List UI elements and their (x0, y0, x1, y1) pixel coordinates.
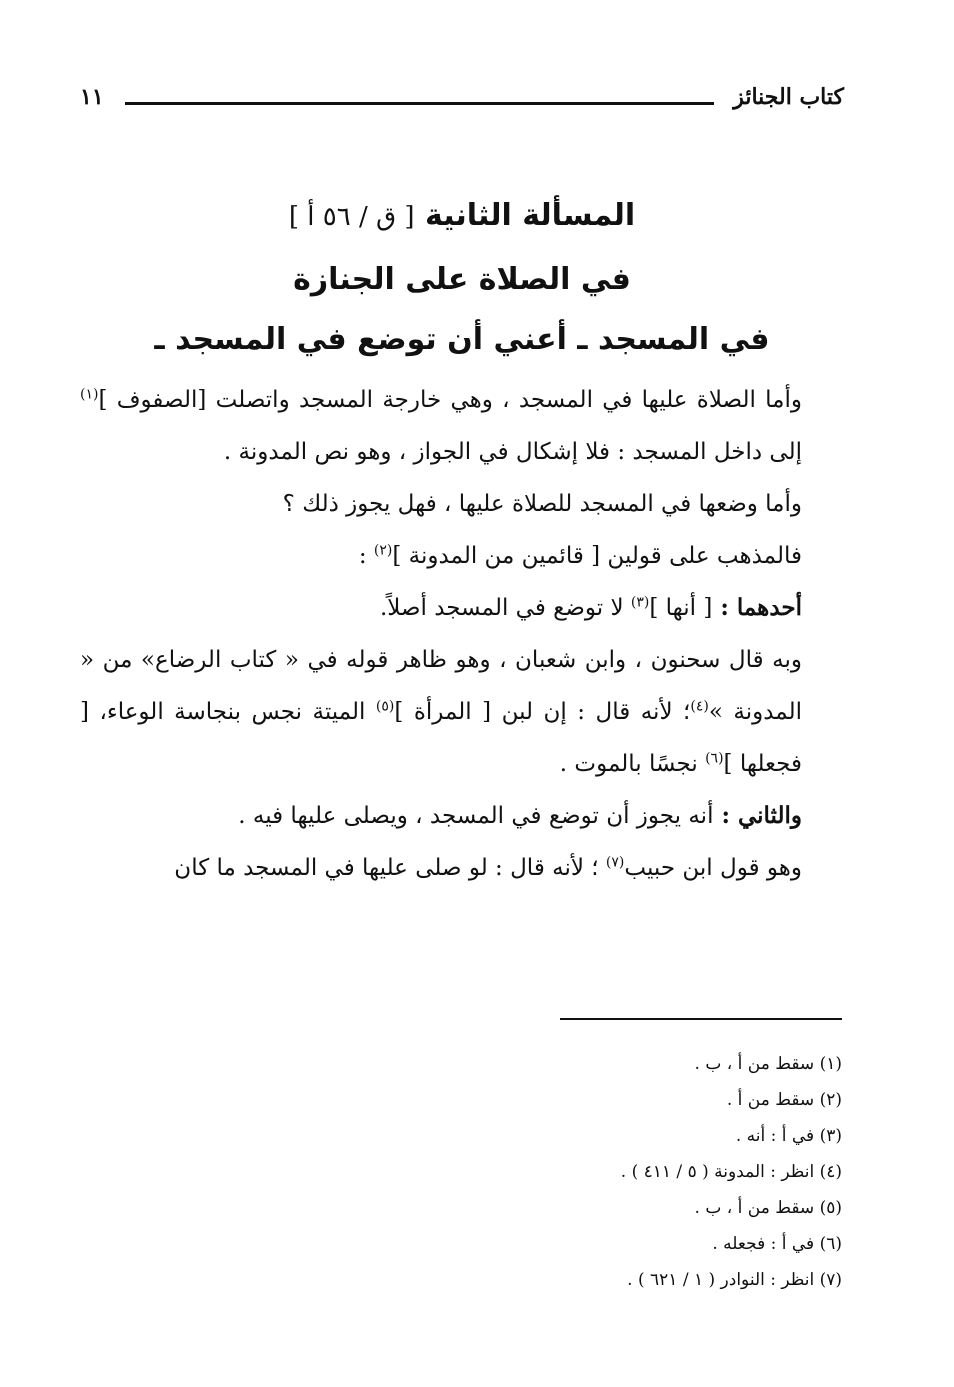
page-number: ١١ (80, 84, 104, 110)
paragraph-label: أحدهما : (712, 594, 802, 621)
footnote-6: (٦) في أ : فجعله . (712, 1234, 842, 1254)
text-run: ؛ لأنه قال : لو صلى عليها في المسجد ما كان (174, 855, 606, 881)
footnote-4: (٤) انظر : المدونة ( ٥ / ٤١١ ) . (620, 1162, 842, 1182)
footnote-7: (٧) انظر : النوادر ( ١ / ٦٢١ ) . (627, 1270, 842, 1290)
text-run: ؛ لأنه قال : إن لبن [ المرأة ] (394, 699, 691, 725)
text-run: نجسًا بالموت . (559, 751, 706, 777)
section-heading-line3: في المسجد ـ أعني أن توضع في المسجد ـ (154, 322, 770, 357)
paragraph-7 (80, 842, 844, 894)
text-run: : (358, 543, 374, 569)
section-title: المسألة الثانية (425, 198, 636, 233)
text-run: أنه يجوز أن توضع في المسجد ، ويصلى عليها فيه . (238, 803, 714, 829)
paragraph-5 (80, 634, 844, 790)
footnote-1: (١) سقط من أ ، ب . (694, 1054, 842, 1074)
text-run: وهو قول ابن حبيب (624, 855, 802, 881)
text-run: وأما الصلاة عليها في المسجد ، وهي خارجة المسجد واتصلت [الصفوف ] (98, 387, 802, 413)
text-run: [ أنها ] (649, 595, 713, 621)
footnote-ref-7: (٧) (605, 854, 625, 871)
text-run: فالمذهب على قولين [ قائمين من المدونة ] (392, 543, 802, 569)
footnote-ref-6: (٦) (705, 750, 724, 767)
footnote-2: (٢) سقط من أ . (726, 1090, 842, 1110)
footnote-5: (٥) سقط من أ ، ب . (694, 1198, 842, 1218)
paragraph-6 (80, 790, 844, 842)
section-heading-line2: في الصلاة على الجنازة (293, 262, 631, 297)
text-run: الميتة نجس بنجاسة الوعاء، [ فجعلها ] (80, 699, 802, 777)
footnote-separator (560, 1018, 842, 1020)
paragraph-label: والثاني : (713, 802, 802, 829)
footnote-ref-4: (٤) (690, 698, 709, 715)
paragraph-3 (80, 530, 844, 582)
footnotes (80, 1046, 842, 1298)
running-header-title: كتاب الجنائز (733, 84, 844, 110)
manuscript-reference: [ ق / ٥٦ أ ] (288, 202, 415, 232)
paragraph-4 (80, 582, 844, 634)
section-heading-line1 (80, 198, 844, 233)
text-run: إلى داخل المسجد : فلا إشكال في الجواز ، وهو نص المدونة . (223, 439, 802, 465)
footnote-ref-3: (٣) (630, 594, 650, 611)
paragraph-1 (80, 374, 844, 478)
header-rule (125, 102, 714, 105)
footnote-ref-2: (٢) (373, 542, 393, 559)
running-header (80, 80, 844, 120)
footnote-ref-1: (١) (80, 386, 99, 403)
paragraph-2: وأما وضعها في المسجد للصلاة عليها ، فهل يجوز ذلك ؟ (282, 491, 802, 517)
text-run: لا توضع في المسجد أصلاً. (379, 595, 631, 621)
footnote-ref-5: (٥) (375, 698, 395, 715)
text-run: وبه قال سحنون ، وابن شعبان ، وهو ظاهر قوله في « كتاب الرضاع» من « المدونة » (80, 647, 802, 725)
body-text (80, 374, 844, 894)
footnote-3: (٣) في أ : أنه . (735, 1126, 842, 1146)
